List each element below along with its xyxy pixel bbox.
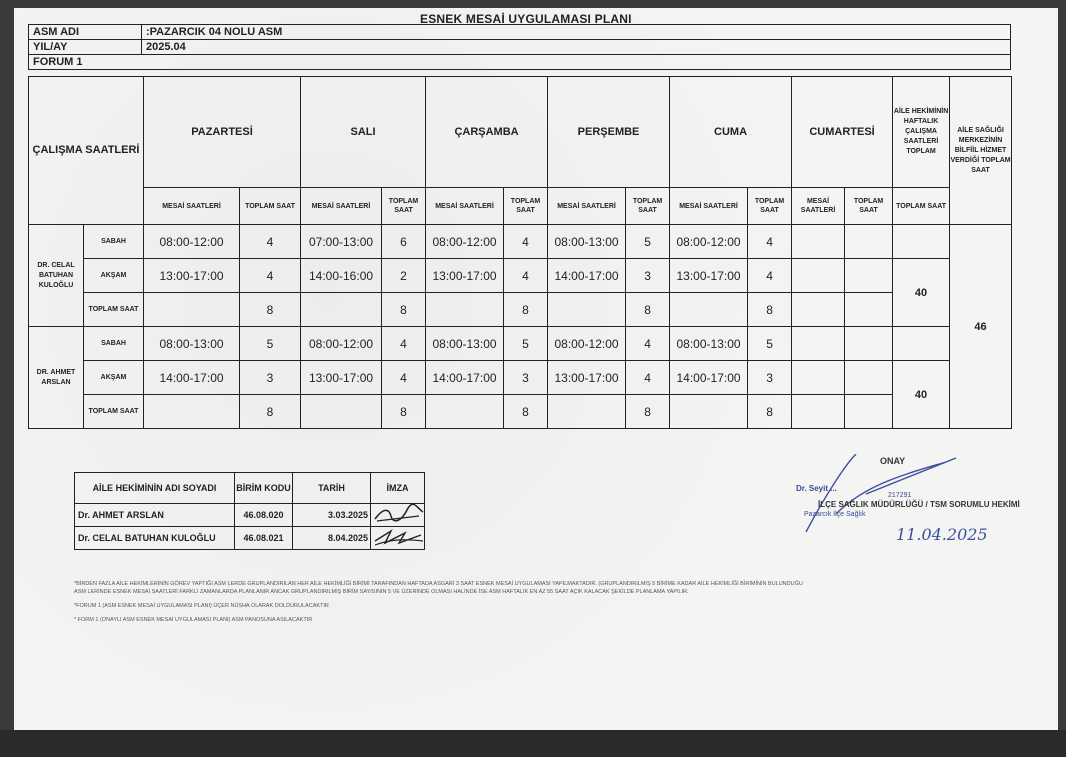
sub-toplam: TOPLAM SAAT bbox=[504, 188, 548, 225]
scan-shadow bbox=[0, 730, 1066, 757]
sub-toplam: TOPLAM SAAT bbox=[626, 188, 670, 225]
footnote: * FORM 1 (ONAYLI ASM ESNEK MESAİ UYGULAMASI PLANI) ASM PANOSUNA ASILACAKTIR bbox=[74, 617, 313, 623]
time-cell: 14:00-17:00 bbox=[670, 361, 748, 395]
hours-cell: 5 bbox=[504, 327, 548, 361]
handwritten-signature-icon bbox=[371, 527, 425, 547]
hours-cell: 3 bbox=[504, 361, 548, 395]
sig-col-name: AİLE HEKİMİNİN ADI SOYADI bbox=[75, 473, 235, 504]
time-cell: 13:00-17:00 bbox=[301, 361, 382, 395]
empty-cell bbox=[845, 225, 893, 259]
approval-stamp bbox=[796, 478, 1026, 528]
empty-cell bbox=[893, 327, 950, 361]
sub-toplam: TOPLAM SAAT bbox=[845, 188, 893, 225]
hours-cell: 2 bbox=[382, 259, 426, 293]
handwritten-signature-icon bbox=[371, 504, 425, 524]
time-cell: 08:00-13:00 bbox=[670, 327, 748, 361]
daily-total: 8 bbox=[626, 395, 670, 429]
time-cell: 14:00-17:00 bbox=[548, 259, 626, 293]
empty-cell bbox=[426, 395, 504, 429]
sig-col-tarih: TARİH bbox=[293, 473, 371, 504]
daily-total: 8 bbox=[240, 395, 301, 429]
sub-toplam: TOPLAM SAAT bbox=[748, 188, 792, 225]
sub-mesai: MESAİ SAATLERİ bbox=[301, 188, 382, 225]
time-cell: 08:00-13:00 bbox=[144, 327, 240, 361]
schedule-table bbox=[28, 76, 1012, 429]
sub-toplam: TOPLAM SAAT bbox=[240, 188, 301, 225]
period-toplam: TOPLAM SAAT bbox=[84, 293, 144, 327]
hours-cell: 4 bbox=[626, 361, 670, 395]
hours-cell: 3 bbox=[240, 361, 301, 395]
hours-cell: 4 bbox=[504, 225, 548, 259]
footnote: *BİRDEN FAZLA AİLE HEKİMLERİNİN GÖREV YAPTIĞI ASM LERDE GRUPLANDIRILAN HER AİLE HEKİMLİĞİ BİRİMİ TARAFINDAN HAFTADA ASGARİ 3 SAAT ESNEK MESAİ UYGULAMASI YAPILMAKTADIR. (GRUPLANDIRILMIŞ 5 BİRİME KADAR AİLE HEKİMLİĞİ BİRİMİNİN BULUNDUĞU ASM LERİNDE ESNEK MESAİ SAATLERİ FARKLI ZAMANLARDA PLANLANIR ANCAK GRUPLANDIRILMIŞ BİRİM SAYISININ 5 VE ÜZERİNDE OLMASI HALİNDE İSE ASM HAFTALIK EN AZ 55 SAAT AÇIK KALACAK ŞEKİLDE PLANLAMA YAPILIR. bbox=[74, 581, 803, 595]
time-cell: 07:00-13:00 bbox=[301, 225, 382, 259]
time-cell: 08:00-12:00 bbox=[670, 225, 748, 259]
time-cell: 08:00-13:00 bbox=[548, 225, 626, 259]
asm-value: :PAZARCIK 04 NOLU ASM bbox=[142, 25, 1011, 40]
asm-label: ASM ADI bbox=[29, 25, 142, 40]
calisma-saatleri-header: ÇALIŞMA SAATLERİ bbox=[29, 77, 144, 225]
sub-mesai: MESAİ SAATLERİ bbox=[548, 188, 626, 225]
hours-cell: 5 bbox=[626, 225, 670, 259]
period-sabah: SABAH bbox=[84, 225, 144, 259]
approval-date: 11.04.2025 bbox=[896, 525, 988, 544]
signature-table bbox=[74, 472, 425, 550]
time-cell: 08:00-12:00 bbox=[301, 327, 382, 361]
stamp-name: Dr. Seyit ... bbox=[796, 484, 837, 493]
sig-kod: 46.08.021 bbox=[235, 527, 293, 550]
empty-cell bbox=[845, 395, 893, 429]
stamp-place: Pazarcık İlçe Sağlık bbox=[804, 511, 866, 518]
empty-cell bbox=[792, 293, 845, 327]
sub-mesai: MESAİ SAATLERİ bbox=[426, 188, 504, 225]
daily-total: 8 bbox=[382, 395, 426, 429]
sub-mesai: MESAİ SAATLERİ bbox=[144, 188, 240, 225]
empty-cell bbox=[792, 259, 845, 293]
hours-cell: 3 bbox=[748, 361, 792, 395]
sig-doctor-name: Dr. CELAL BATUHAN KULOĞLU bbox=[75, 527, 235, 550]
time-cell: 08:00-12:00 bbox=[426, 225, 504, 259]
empty-cell bbox=[792, 225, 845, 259]
signature-mark bbox=[371, 504, 425, 527]
time-cell: 14:00-16:00 bbox=[301, 259, 382, 293]
footnote: *FORUM 1 (ASM ESNEK MESAİ UYGULAMASI PLANI) ÜÇER NÜSHA OLARAK DOLDURULACAKTIR bbox=[74, 603, 329, 609]
sig-doctor-name: Dr. AHMET ARSLAN bbox=[75, 504, 235, 527]
daily-total: 8 bbox=[240, 293, 301, 327]
hours-cell: 4 bbox=[748, 225, 792, 259]
time-cell: 08:00-12:00 bbox=[144, 225, 240, 259]
day-header-saturday: CUMARTESİ bbox=[792, 77, 893, 188]
period-aksam: AKŞAM bbox=[84, 361, 144, 395]
hours-cell: 4 bbox=[382, 327, 426, 361]
empty-cell bbox=[548, 395, 626, 429]
signature-mark bbox=[371, 527, 425, 550]
empty-cell bbox=[548, 293, 626, 327]
empty-cell bbox=[845, 259, 893, 293]
empty-cell bbox=[792, 361, 845, 395]
time-cell: 13:00-17:00 bbox=[670, 259, 748, 293]
empty-cell bbox=[845, 327, 893, 361]
asm-total: 46 bbox=[950, 225, 1012, 429]
sub-mesai: MESAİ SAATLERİ bbox=[670, 188, 748, 225]
hours-cell: 3 bbox=[626, 259, 670, 293]
sig-col-kod: BİRİM KODU bbox=[235, 473, 293, 504]
day-header-tuesday: SALI bbox=[301, 77, 426, 188]
haftalik-sub: TOPLAM SAAT bbox=[893, 188, 950, 225]
day-header-thursday: PERŞEMBE bbox=[548, 77, 670, 188]
day-header-wednesday: ÇARŞAMBA bbox=[426, 77, 548, 188]
daily-total: 8 bbox=[748, 293, 792, 327]
hours-cell: 4 bbox=[748, 259, 792, 293]
hours-cell: 5 bbox=[240, 327, 301, 361]
document-title: ESNEK MESAİ UYGULAMASI PLANI bbox=[420, 12, 632, 26]
haftalik-total: 40 bbox=[893, 259, 950, 327]
daily-total: 8 bbox=[504, 395, 548, 429]
yil-value: 2025.04 bbox=[142, 40, 1011, 55]
hours-cell: 5 bbox=[748, 327, 792, 361]
hours-cell: 4 bbox=[504, 259, 548, 293]
stamp-position: İLÇE SAĞLIK MÜDÜRLÜĞÜ / TSM SORUMLU HEKİMİ bbox=[818, 500, 1020, 509]
period-sabah: SABAH bbox=[84, 327, 144, 361]
hours-cell: 6 bbox=[382, 225, 426, 259]
sig-tarih: 3.03.2025 bbox=[293, 504, 371, 527]
time-cell: 08:00-13:00 bbox=[426, 327, 504, 361]
sig-col-imza: İMZA bbox=[371, 473, 425, 504]
empty-cell bbox=[144, 395, 240, 429]
hours-cell: 4 bbox=[382, 361, 426, 395]
period-toplam: TOPLAM SAAT bbox=[84, 395, 144, 429]
sub-mesai-cmt: MESAİ SAATLERİ bbox=[792, 188, 845, 225]
haftalik-header: AİLE HEKİMİNİN HAFTALIK ÇALIŞMA SAATLERİ TOPLAM bbox=[893, 77, 950, 188]
header-table bbox=[28, 24, 1011, 70]
onay-label: ONAY bbox=[880, 456, 906, 466]
doctor-name: DR. CELAL BATUHAN KULOĞLU bbox=[29, 225, 84, 327]
asm-total-header: AİLE SAĞLIĞI MERKEZİNİN BİLFİİL HİZMET VERDİĞİ TOPLAM SAAT bbox=[950, 77, 1012, 225]
time-cell: 13:00-17:00 bbox=[144, 259, 240, 293]
time-cell: 13:00-17:00 bbox=[548, 361, 626, 395]
hours-cell: 4 bbox=[240, 225, 301, 259]
daily-total: 8 bbox=[382, 293, 426, 327]
empty-cell bbox=[670, 395, 748, 429]
sub-toplam: TOPLAM SAAT bbox=[382, 188, 426, 225]
daily-total: 8 bbox=[504, 293, 548, 327]
empty-cell bbox=[893, 225, 950, 259]
empty-cell bbox=[301, 395, 382, 429]
empty-cell bbox=[792, 395, 845, 429]
yil-label: YIL/AY bbox=[29, 40, 142, 55]
empty-cell bbox=[792, 327, 845, 361]
footnotes bbox=[74, 580, 814, 630]
time-cell: 08:00-12:00 bbox=[548, 327, 626, 361]
time-cell: 14:00-17:00 bbox=[144, 361, 240, 395]
empty-cell bbox=[845, 361, 893, 395]
hours-cell: 4 bbox=[240, 259, 301, 293]
empty-cell bbox=[845, 293, 893, 327]
daily-total: 8 bbox=[626, 293, 670, 327]
haftalik-total: 40 bbox=[893, 361, 950, 429]
time-cell: 14:00-17:00 bbox=[426, 361, 504, 395]
time-cell: 13:00-17:00 bbox=[426, 259, 504, 293]
empty-cell bbox=[426, 293, 504, 327]
empty-cell bbox=[670, 293, 748, 327]
day-header-friday: CUMA bbox=[670, 77, 792, 188]
empty-cell bbox=[144, 293, 240, 327]
sig-tarih: 8.04.2025 bbox=[293, 527, 371, 550]
doctor-name: DR. AHMET ARSLAN bbox=[29, 327, 84, 429]
forum-label: FORUM 1 bbox=[29, 55, 1011, 70]
stamp-code: 217291 bbox=[888, 492, 912, 499]
empty-cell bbox=[301, 293, 382, 327]
daily-total: 8 bbox=[748, 395, 792, 429]
day-header-monday: PAZARTESİ bbox=[144, 77, 301, 188]
period-aksam: AKŞAM bbox=[84, 259, 144, 293]
hours-cell: 4 bbox=[626, 327, 670, 361]
sig-kod: 46.08.020 bbox=[235, 504, 293, 527]
